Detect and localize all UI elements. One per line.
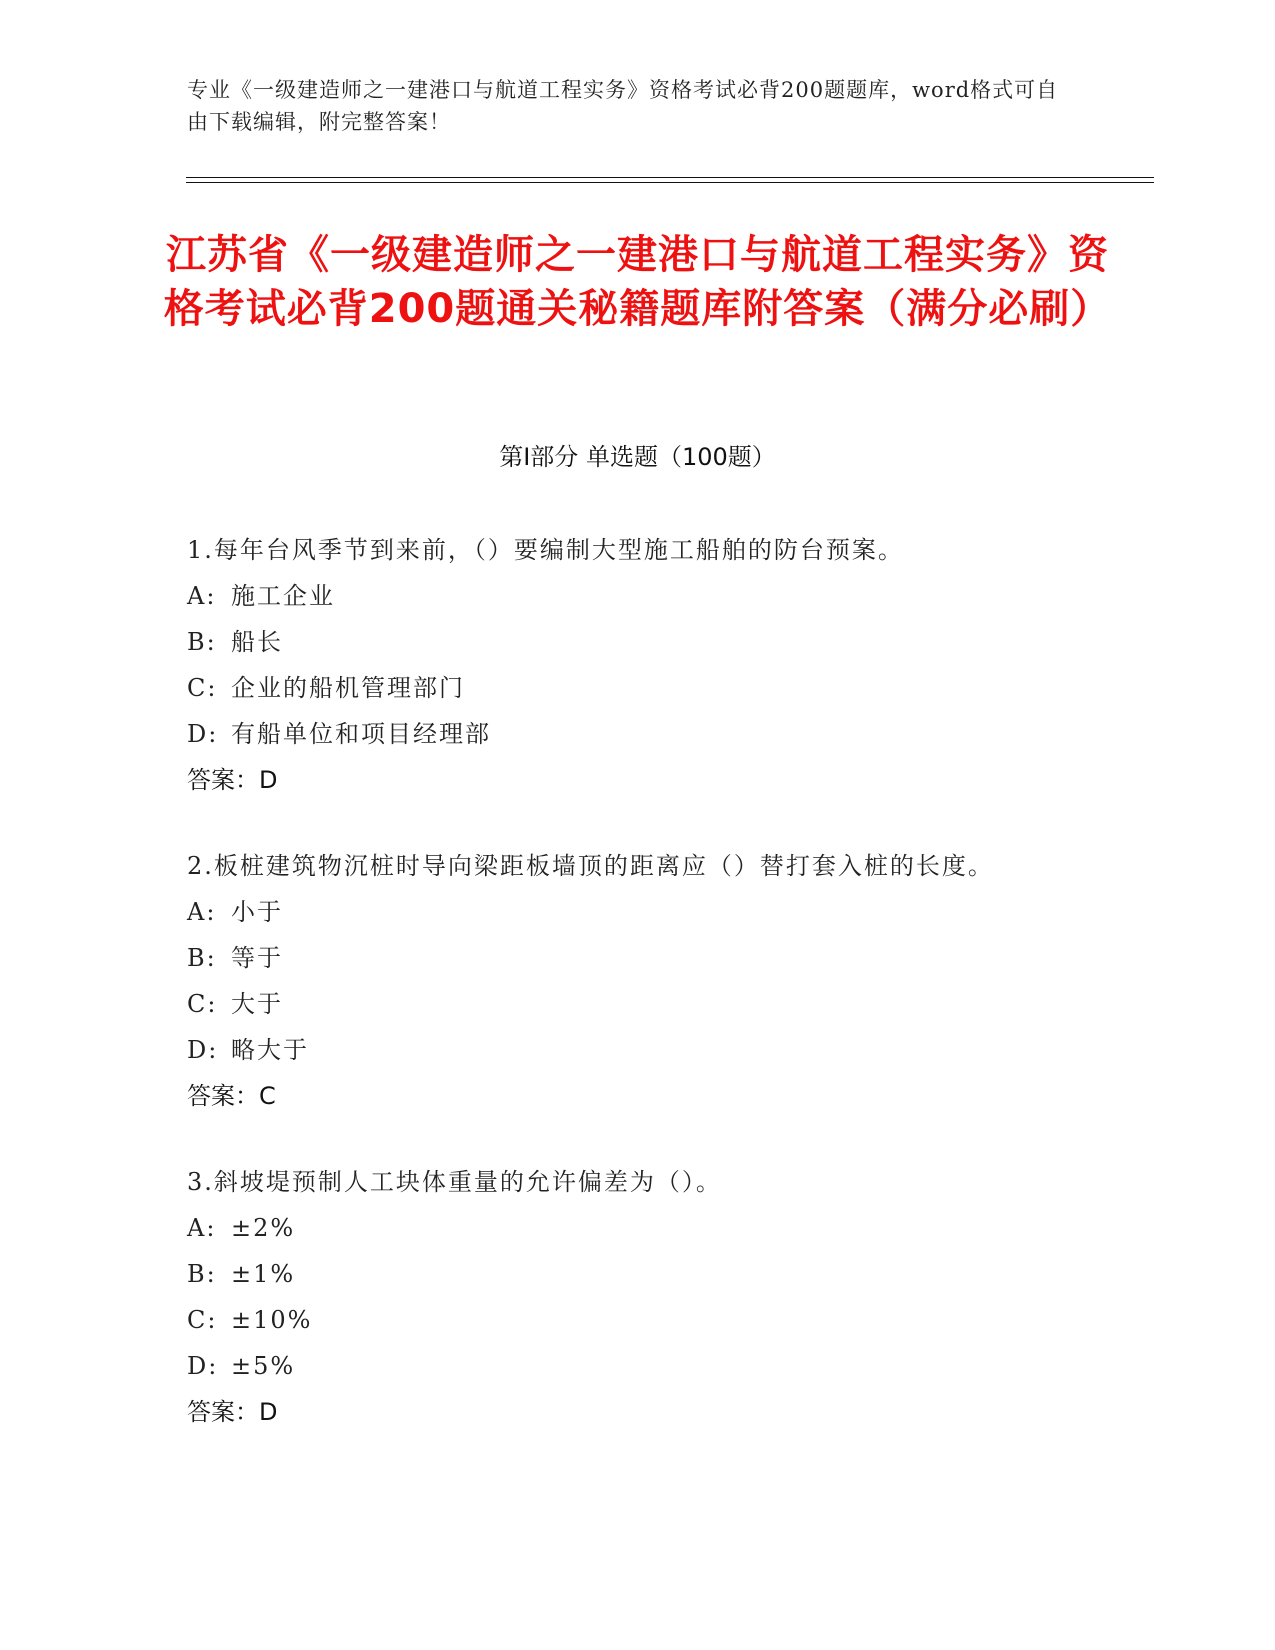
- question-stem: 2.板桩建筑物沉桩时导向梁距板墙顶的距离应（）替打套入桩的长度。: [187, 852, 994, 880]
- option-d: [187, 1343, 1077, 1389]
- option-letter: C:: [187, 674, 218, 702]
- option-letter: C:: [187, 990, 218, 1018]
- option-letter: D:: [187, 1352, 219, 1380]
- question-3: [187, 1159, 1077, 1435]
- section-heading: 第I部分 单选题（100题）: [499, 443, 776, 471]
- option-text: ±10%: [231, 1306, 313, 1334]
- option-text: 船长: [231, 628, 283, 656]
- answer-line: 答案：D: [187, 1398, 278, 1426]
- option-letter: B:: [187, 1260, 217, 1288]
- option-b: [187, 935, 1077, 981]
- question-2: [187, 843, 1077, 1119]
- document-title: 江苏省《一级建造师之一建港口与航道工程实务》资格考试必背200题通关秘籍题库附答案（满分必刷）: [163, 232, 1112, 332]
- header-divider-top: [186, 177, 1154, 178]
- question-stem: 1.每年台风季节到来前，（）要编制大型施工船舶的防台预案。: [187, 536, 904, 564]
- option-text: ±5%: [231, 1352, 296, 1380]
- option-letter: A:: [187, 898, 217, 926]
- option-d: [187, 1027, 1077, 1073]
- option-text: 略大于: [231, 1036, 309, 1064]
- option-b: [187, 1251, 1077, 1297]
- option-text: ±2%: [231, 1214, 296, 1242]
- option-letter: D:: [187, 720, 219, 748]
- option-letter: A:: [187, 582, 217, 610]
- option-text: ±1%: [231, 1260, 296, 1288]
- option-letter: B:: [187, 628, 217, 656]
- option-text: 有船单位和项目经理部: [231, 720, 491, 748]
- question-stem: 3.斜坡堤预制人工块体重量的允许偏差为（）。: [187, 1168, 722, 1196]
- option-text: 大于: [231, 990, 283, 1018]
- question-list: [187, 527, 1077, 1475]
- option-text: 施工企业: [231, 582, 335, 610]
- option-text: 等于: [231, 944, 283, 972]
- option-c: [187, 981, 1077, 1027]
- option-c: [187, 665, 1077, 711]
- header-divider-bottom: [186, 182, 1154, 183]
- header-note: 专业《一级建造师之一建港口与航道工程实务》资格考试必背200题题库，word格式可自由下载编辑，附完整答案！: [187, 78, 1059, 134]
- option-d: [187, 711, 1077, 757]
- option-b: [187, 619, 1077, 665]
- option-text: 企业的船机管理部门: [231, 674, 465, 702]
- option-text: 小于: [231, 898, 283, 926]
- option-letter: A:: [187, 1214, 217, 1242]
- answer-line: 答案：C: [187, 1082, 276, 1110]
- option-a: [187, 1205, 1077, 1251]
- option-a: [187, 889, 1077, 935]
- option-letter: D:: [187, 1036, 219, 1064]
- option-a: [187, 573, 1077, 619]
- option-letter: B:: [187, 944, 217, 972]
- option-c: [187, 1297, 1077, 1343]
- answer-line: 答案：D: [187, 766, 278, 794]
- option-letter: C:: [187, 1306, 218, 1334]
- question-1: [187, 527, 1077, 803]
